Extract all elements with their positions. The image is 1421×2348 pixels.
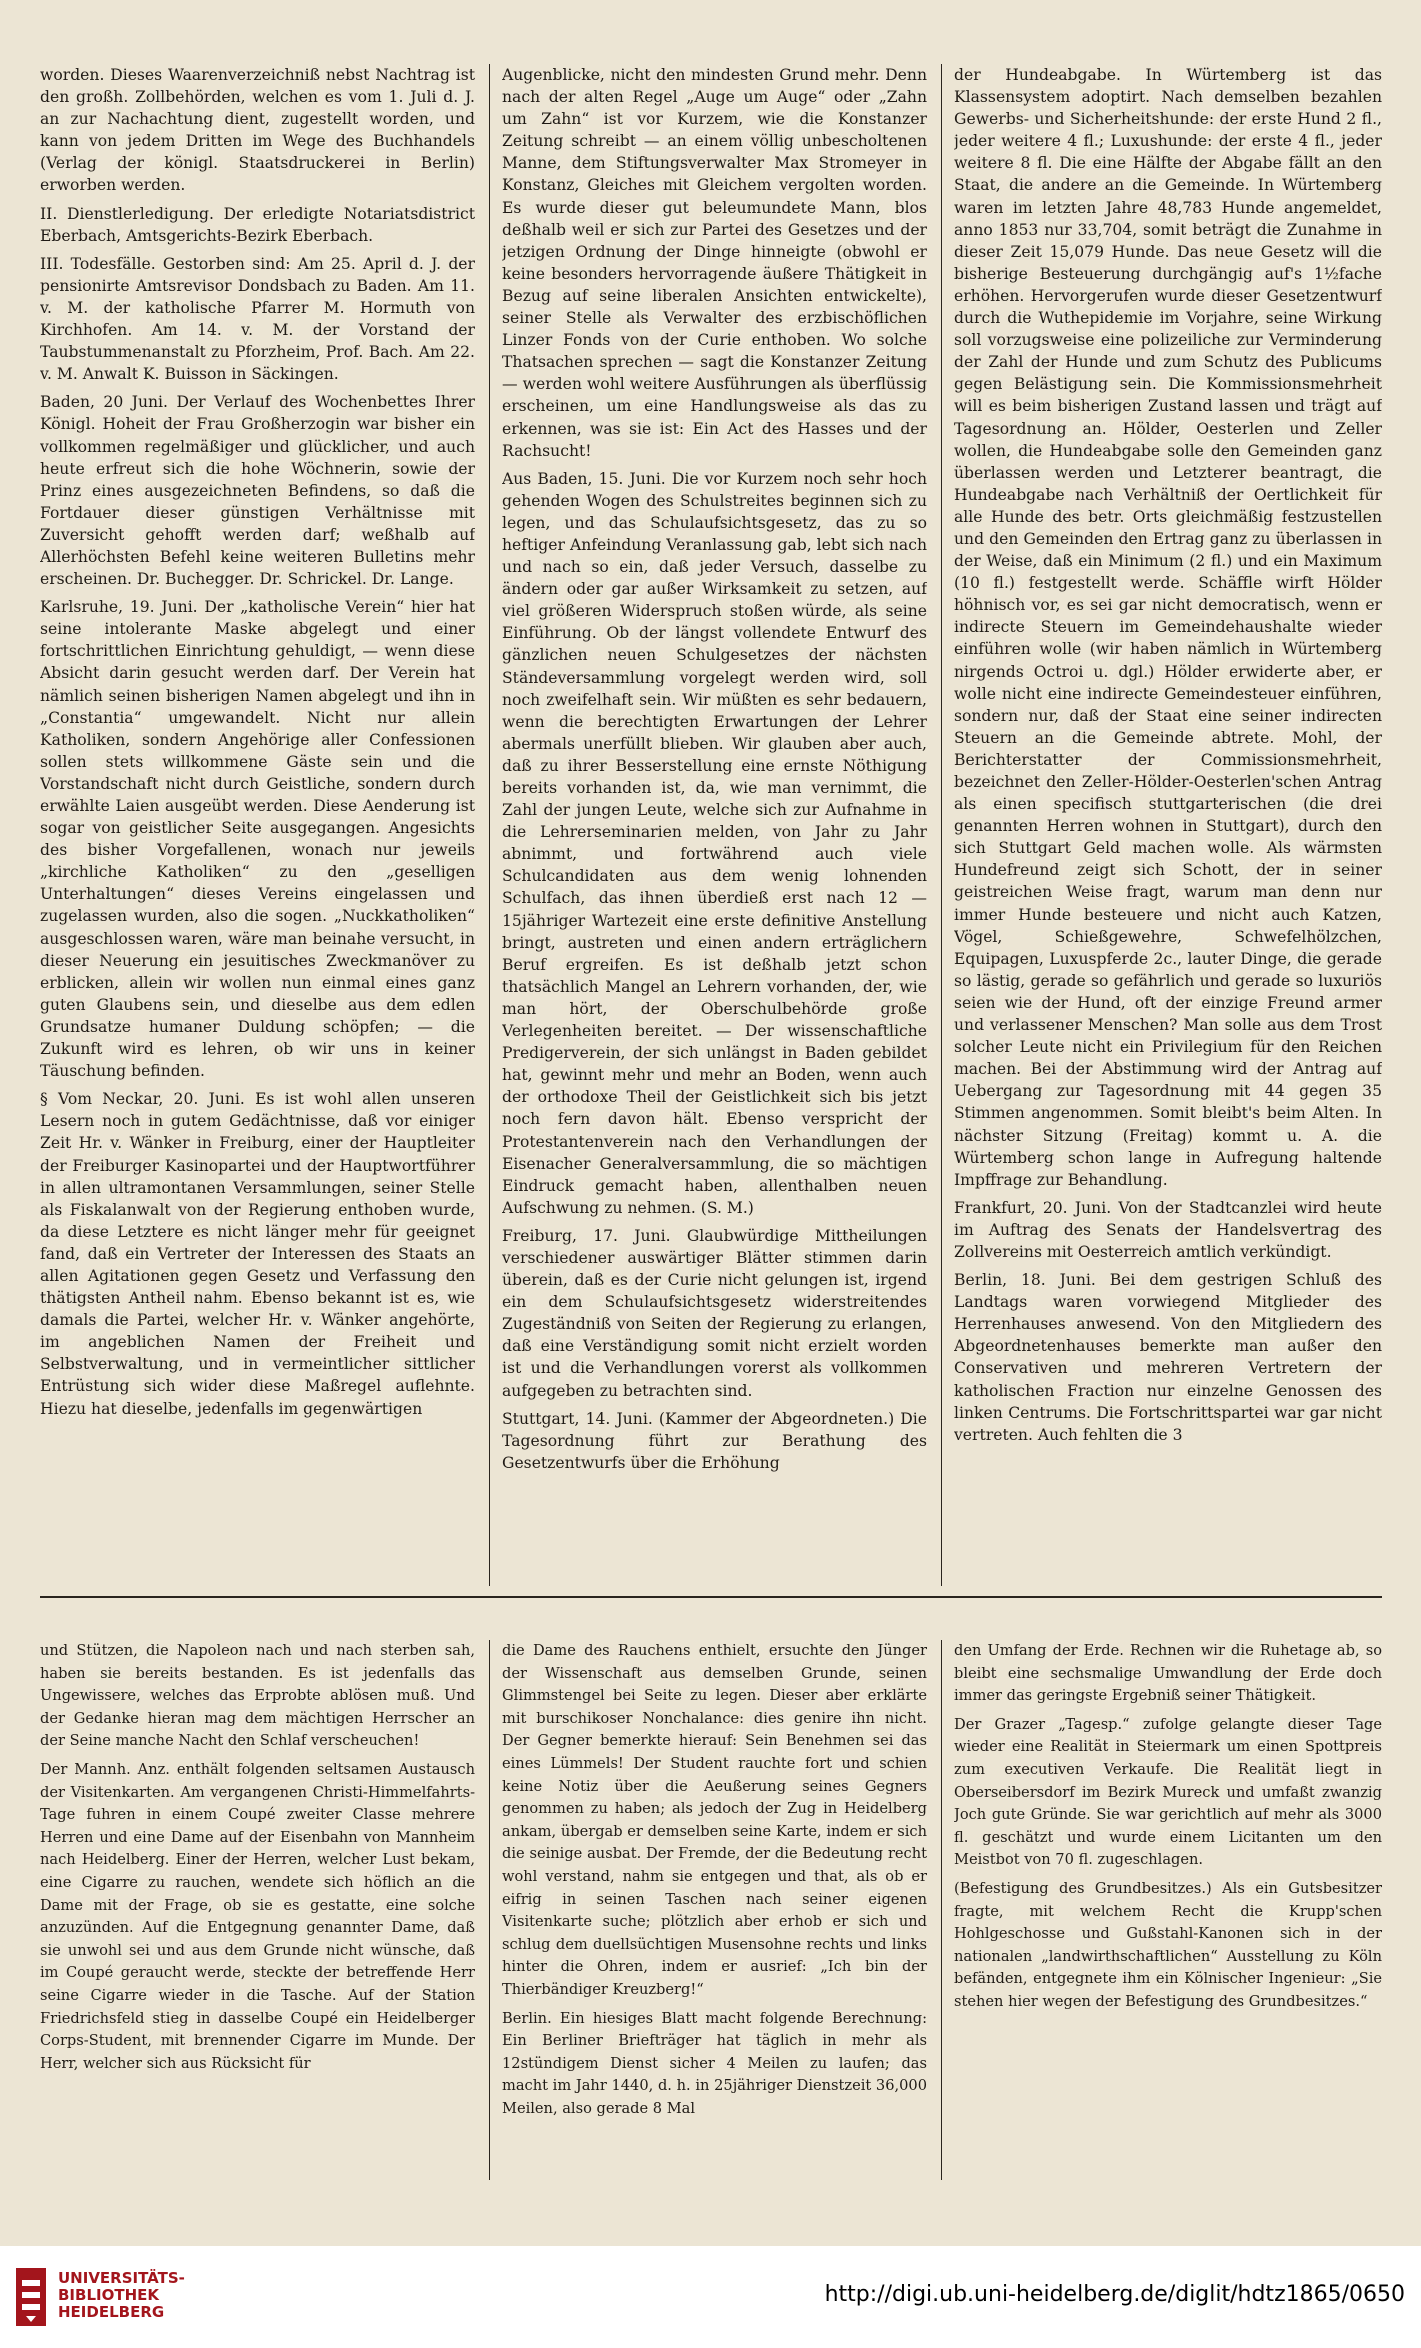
paragraph: die Dame des Rauchens enthielt, ersuchte den Jünger der Wissenschaft aus demselben Grunde, seinen Glimmstengel bei Seite zu legen. Dieser aber erklärte mit burschikoser Nonchalance: dies genire ihn nicht. Der Gegner bemerkte hierauf: Sein Benehmen sei das eines Lümmels! Der Student rauchte fort und schien keine Notiz über die Aeußerung seines Gegners genommen zu haben; als jedoch der Zug in Heidelberg ankam, übergab er demselben seine Karte, indem er sich die seinige ausbat. Der Fremde, der die Bedeutung recht wohl verstand, nahm sie entgegen und that, als ob er eifrig in seinen Taschen nach seiner eigenen Visitenkarte suche; plötzlich aber erhob er sich und schlug dem duellsüchtigen Musensohne rechts und links hinter die Ohren, indem er ausrief: „Ich bin der Thierbändiger Kreuzberg!“ (502, 1642, 927, 1998)
bottom-column-1 (40, 1640, 475, 2180)
library-name-line: HEIDELBERG (58, 2303, 165, 2321)
paragraph: Berlin. Ein hiesiges Blatt macht folgende Berechnung: Ein Berliner Briefträger hat täglich in mehr als 12stündigem Dienst sicher 4 Meilen zu laufen; das macht im Jahr 1440, d. h. in 25jähriger Dienstzeit 36,000 Meilen, also gerade 8 Mal (502, 2009, 927, 2117)
paragraph: Freiburg, 17. Juni. Glaubwürdige Mittheilungen verschiedener auswärtiger Blätter stimmen darin überein, daß es der Curie nicht gelungen ist, irgend ein dem Schulaufsichtsgesetz widerstreitendes Zugeständniß von Seiten der Regierung zu erlangen, daß eine Verständigung somit nicht erzielt worden ist und die Verhandlungen vorerst als vollkommen aufgegeben zu betrachten sind. (502, 1226, 927, 1400)
paragraph: Der Mannh. Anz. enthält folgenden seltsamen Austausch der Visitenkarten. Am vergangenen Christi-Himmelfahrts-Tage fuhren in einem Coupé zweiter Classe mehrere Herren und eine Dame auf der Eisenbahn von Mannheim nach Heidelberg. Einer der Herren, welcher Lust bekam, eine Cigarre zu rauchen, wendete sich höflich an die Dame mit der Frage, ob sie es gestatte, eine solche anzuzünden. Auf die Entgegnung genannter Dame, daß sie unwohl sei und aus dem Grunde nicht wünsche, daß im Coupé geraucht werde, steckte der betreffende Herr seine Cigarre wieder in die Tasche. Auf der Station Friedrichsfeld stieg in dasselbe Coupé ein Heidelberger Corps-Student, mit brennender Cigarre im Munde. Der Herr, welcher sich aus Rücksicht für (40, 1760, 475, 2072)
paragraph: Aus Baden, 15. Juni. Die vor Kurzem noch sehr hoch gehenden Wogen des Schulstreites beginnen sich zu legen, und das Schulaufsichtsgesetz, das zu so heftiger Anfeindung Veranlassung gab, lebt sich nach und nach so ein, daß jeder Versuch, dasselbe zu ändern oder gar außer Wirksamkeit zu setzen, auf viel größeren Widerspruch stoßen würde, als seine Einführung. Ob der längst vollendete Entwurf des gänzlichen neuen Schulgesetzes der nächsten Ständeversammlung vorgelegt werden wird, soll noch zweifelhaft sein. Wir müßten es sehr bedauern, wenn die berechtigten Erwartungen der Lehrer abermals unerfüllt blieben. Wir glauben aber auch, daß zu ihrer Besserstellung eine ernste Nöthigung bereits vorhanden ist, da, wie man vernimmt, die Zahl der jungen Leute, welche sich zur Aufnahme in die Lehrerseminarien melden, von Jahr zu Jahr abnimmt, und fortwährend auch viele Schulcandidaten aus dem wenig lohnenden Schulfach, das ihnen überdieß erst nach 12 — 15jähriger Wartezeit eine erste definitive Anstellung bringt, austreten und einen andern erträglichern Beruf ergreifen. Es ist deßhalb jetzt schon thatsächlich Mangel an Lehrern vorhanden, der, wie man hört, der Oberschulbehörde große Verlegenheiten bereitet. — Der wissenschaftliche Predigerverein, der sich unlängst in Baden gebildet hat, gewinnt mehr und mehr an Boden, wenn auch der orthodoxe Theil der Geistlichkeit sich bis jetzt noch fern davon hält. Ebenso verspricht der Protestantenverein nach den Verhandlungen der Eisenacher Generalversammlung, die so mächtigen Eindruck gemacht haben, allenthalben neuen Aufschwung zu nehmen. (S. M.) (502, 469, 927, 1217)
paragraph: Baden, 20 Juni. Der Verlauf des Wochenbettes Ihrer Königl. Hoheit der Frau Großherzogin war bisher ein vollkommen regelmäßiger und glücklicher, und auch heute erfreut sich die hohe Wöchnerin, sowie der Prinz eines ausgezeichneten Befindens, so daß die Fortdauer dieser günstigen Verhältnisse mit Zuversicht gehofft werden darf; weßhalb auf Allerhöchsten Befehl keine weiteren Bulletins mehr erscheinen. Dr. Buchegger. Dr. Schrickel. Dr. Lange. (40, 393, 475, 589)
library-name (58, 2270, 185, 2321)
bottom-column-3 (954, 1640, 1382, 2180)
library-name-line: BIBLIOTHEK (58, 2286, 159, 2304)
paragraph: § Vom Neckar, 20. Juni. Es ist wohl allen unseren Lesern noch in gutem Gedächtnisse, daß vor einiger Zeit Hr. v. Wänker in Freiburg, einer der Hauptleiter der Freiburger Kasinopartei und der Hauptwortführer in allen ultramontanen Versammlungen, seiner Stelle als Fiskalanwalt von der Regierung enthoben wurde, da diese Letztere es nicht länger mehr für geeignet fand, daß ein Vertreter der Interessen des Staats an allen Agitationen gegen Gesetz und Verfassung den thätigsten Antheil nahm. Ebenso bekannt ist es, wie damals die Partei, welcher Hr. v. Wänker angehörte, im angeblichen Namen der Freiheit und Selbstverwaltung, und in vermeintlicher sittlicher Entrüstung sich wider diese Maßregel auflehnte. Hiezu hat dieselbe, jedenfalls im gegenwärtigen (40, 1090, 475, 1418)
column-divider (941, 64, 942, 1586)
column-divider (489, 1640, 490, 2180)
library-logo-icon (14, 2266, 48, 2328)
paragraph: Karlsruhe, 19. Juni. Der „katholische Verein“ hier hat seine intolerante Maske abgelegt und einer fortschrittlichen Einrichtung gehuldigt, — wenn diese Absicht darin gesucht werden darf. Der Verein hat nämlich seinen bisherigen Namen abgelegt und ihn in „Constantia“ umgewandelt. Nicht nur allein Katholiken, sondern Angehörige aller Confessionen sollen stets willkommene Gäste sein und die Vorstandschaft nicht durch Geistliche, sondern durch erwählte Laien ausgeübt werden. Diese Aenderung ist sogar von geistlicher Seite ausgegangen. Angesichts des bisher Vorgefallenen, wonach nur jeweils „kirchliche Katholiken“ zu den „geselligen Unterhaltungen“ dieses Vereins eingelassen und zugelassen wurden, also die sogen. „Nuckkatholiken“ ausgeschlossen waren, wäre man beinahe versucht, in dieser Neuerung ein jesuitisches Zweckmanöver zu erblicken, allein wir wollen nun einmal eines ganz guten Glaubens sein, und dieselbe aus dem edlen Grundsatze humaner Duldung schöpfen; — die Zukunft wird es lehren, ob wir uns in keiner Täuschung befinden. (40, 598, 475, 1081)
bottom-column-2 (502, 1640, 927, 2180)
paragraph: Der Grazer „Tagesp.“ zufolge gelangte dieser Tage wieder eine Realität in Steiermark um einen Spottpreis zum executiven Verkaufe. Die Realität liegt in Oberseibersdorf im Bezirk Mureck und umfaßt zwanzig Joch gute Gründe. Sie war gerichtlich auf mehr als 3000 fl. geschätzt und wurde einem Licitanten um den Meistbot von 70 fl. zugeschlagen. (954, 1715, 1382, 1869)
paragraph: Berlin, 18. Juni. Bei dem gestrigen Schluß des Landtags waren vorwiegend Mitglieder des Herrenhauses anwesend. Von den Mitgliedern des Abgeordnetenhauses bemerkte man außer den Conservativen und mehreren Vertretern der katholischen Fraction nur einzelne Genossen des linken Centrums. Die Fortschrittspartei war gar nicht vertreten. Auch fehlten die 3 (954, 1271, 1382, 1444)
top-column-1 (40, 64, 475, 1586)
column-divider (941, 1640, 942, 2180)
paragraph: II. Dienstlerledigung. Der erledigte Notariatsdistrict Eberbach, Amtsgerichts-Bezirk Eberbach. (40, 204, 475, 245)
column-divider (489, 64, 490, 1586)
paragraph: und Stützen, die Napoleon nach und nach sterben sah, haben sie bereits bestanden. Es ist jedenfalls das Ungewissere, welches das Erprobte ablösen muß. Und der Gedanke hieran mag dem mächtigen Herrscher an der Seine manche Nacht den Schlaf verscheuchen! (40, 1642, 475, 1750)
paragraph: III. Todesfälle. Gestorben sind: Am 25. April d. J. der pensionirte Amtsrevisor Dondsbach zu Baden. Am 11. v. M. der katholische Pfarrer M. Hormuth von Kirchhofen. Am 14. v. M. der Vorstand der Taubstummenanstalt zu Pforzheim, Prof. Bach. Am 22. v. M. Anwalt K. Buisson in Säckingen. (40, 254, 475, 384)
section-rule (40, 1596, 1382, 1598)
top-column-3 (954, 64, 1382, 1586)
paragraph: worden. Dieses Waarenverzeichniß nebst Nachtrag ist den großh. Zollbehörden, welchen es vom 1. Juli d. J. an zur Nachachtung dient, zugestellt worden, und kann von jedem Dritten im Wege des Buchhandels (Verlag der königl. Staatsdruckerei in Berlin) erworben werden. (40, 66, 475, 195)
library-footer (0, 2246, 1421, 2348)
paragraph: der Hundeabgabe. In Würtemberg ist das Klassensystem adoptirt. Nach demselben bezahlen Gewerbs- und Sicherheitshunde: der erste Hund 2 fl., jeder weitere 4 fl.; Luxushunde: der erste 4 fl., jeder weitere 8 fl. Die eine Hälfte der Abgabe fällt an den Staat, die andere an die Gemeinde. In Würtemberg waren im letzten Jahre 48,783 Hunde angemeldet, anno 1853 nur 33,704, somit beträgt die Zunahme in dieser Zeit 15,079 Hunde. Das neue Gesetz will die bisherige Besteuerung durchgängig auf's 1½fache erhöhen. Hervorgerufen wurde dieser Gesetzentwurf durch die Wuthepidemie im Vorjahre, seine Wirkung soll vorzugsweise eine polizeiliche zur Verminderung der Zahl der Hunde und zum Schutz des Publicums gegen Belästigung sein. Die Kommissionsmehrheit will es beim bisherigen Zustand lassen und trägt auf Tagesordnung an. Hölder, Oesterlen und Zeller wollen, die Hundeabgabe solle den Gemeinden ganz überlassen werden und Letzterer beantragt, die Hundeabgabe nach Verhältniß der Oertlichkeit für alle Hunde des betr. Orts gleichmäßig festzustellen und den Gemeinden den Ertrag ganz zu überlassen in der Weise, daß ein Minimum (2 fl.) und ein Maximum (10 fl.) festgestellt werde. Schäffle wirft Hölder höhnisch vor, es sei gar nicht democratisch, wenn er indirecte Steuern im Gemeindehaushalte wieder einführen wolle (wir haben nämlich in Würtemberg nirgends Octroi u. dgl.) Hölder erwiderte aber, er wolle nicht eine indirecte Gemeindesteuer einführen, sondern nur, daß der Staat eine seiner indirecten Steuern an die Gemeinde abtrete. Mohl, der Berichterstatter der Commissionsmehrheit, bezeichnet den Zeller-Hölder-Oesterlen'schen Antrag als einen specifisch stuttgarterischen (die drei genannten Herren wohnen in Stuttgart), durch den sich Stuttgart Geld machen wolle. Als wärmsten Hundefreund zeigt sich Schott, der in seiner geistreichen Weise fragt, warum man denn nur immer Hunde besteuere und nicht auch Katzen, Vögel, Schießgewehre, Schwefelhölzchen, Equipagen, Luxuspferde 2c., lauter Dinge, die gerade so lästig, gerade so gefährlich und gerade so luxuriös seien wie der Hund, oft der einzige Freund armer und verlassener Menschen? Man solle aus dem Trost solcher Leute nicht ein Privilegium für den Reichen machen. Bei der Abstimmung wird der Antrag auf Uebergang zur Tagesordnung mit 44 gegen 35 Stimmen angenommen. Somit bleibt's beim Alten. In nächster Sitzung (Freitag) kommt u. A. die Würtemberg schon lange in Aufregung haltende Impffrage zur Behandlung. (954, 66, 1382, 1189)
paragraph: (Befestigung des Grundbesitzes.) Als ein Gutsbesitzer fragte, mit welchem Recht die Krupp'schen Hohlgeschosse und Gußstahl-Kanonen sich in der nationalen „landwirthschaftlichen“ Ausstellung zu Köln befänden, entgegnete ihm ein Kölnischer Ingenieur: „Sie stehen hier wegen der Befestigung des Grundbesitzes.“ (954, 1879, 1382, 2010)
paragraph: Augenblicke, nicht den mindesten Grund mehr. Denn nach der alten Regel „Auge um Auge“ oder „Zahn um Zahn“ ist vor Kurzem, wie die Konstanzer Zeitung schreibt — an einem völlig unbescholtenen Manne, dem Stiftungsverwalter Max Stromeyer in Konstanz, Gleiches mit Gleichem vergolten worden. Es wurde dieser gut beleumundete Mann, blos deßhalb weil er sich zur Partei des Gesetzes und der jetzigen Ordnung der Dinge hinneigte (obwohl er keine besonders hervorragende äußere Thätigkeit in Bezug auf seine liberalen Ansichten entwickelte), seiner Stelle als Verwalter des erzbischöflichen Linzer Fonds von der Curie enthoben. Wo solche Thatsachen sprechen — sagt die Konstanzer Zeitung — werden wohl weitere Ausführungen als überflüssig erscheinen, um eine Handlungsweise als das zu erkennen, was sie ist: Ein Act des Hasses und der Rachsucht! (502, 66, 927, 460)
library-name-line: UNIVERSITÄTS- (58, 2269, 185, 2287)
paragraph: Stuttgart, 14. Juni. (Kammer der Abgeordneten.) Die Tagesordnung führt zur Berathung des Gesetzentwurfs über die Erhöhung (502, 1409, 927, 1472)
paragraph: Frankfurt, 20. Juni. Von der Stadtcanzlei wird heute im Auftrag des Senats der Handelsvertrag des Zollvereins mit Oesterreich amtlich verkündigt. (954, 1198, 1382, 1261)
source-url-link[interactable]: http://digi.ub.uni-heidelberg.de/diglit/hdtz1865/0650 (824, 2282, 1405, 2307)
top-column-2 (502, 64, 927, 1586)
paragraph: den Umfang der Erde. Rechnen wir die Ruhetage ab, so bleibt eine sechsmalige Umwandlung der Erde doch immer das geringste Ergebniß seiner Thätigkeit. (954, 1642, 1382, 1705)
